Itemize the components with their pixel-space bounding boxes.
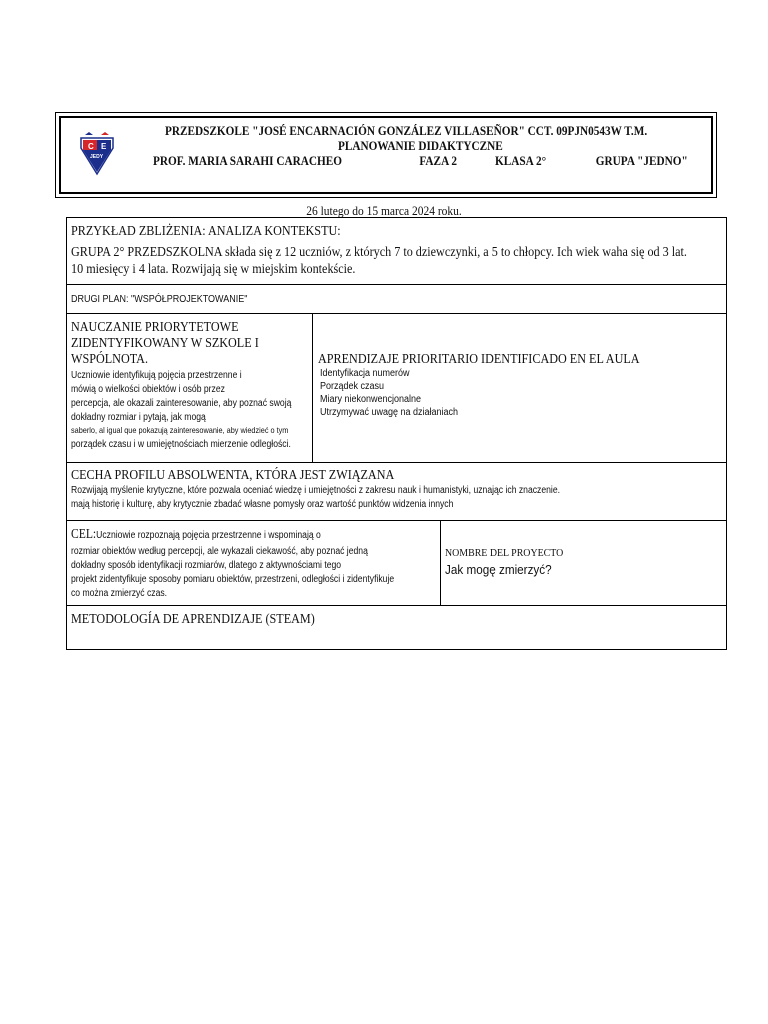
priority-body-small: saberlo, al igual que pokazują zainteresowanie, aby wiedzieć o tym bbox=[71, 425, 289, 435]
class-grade: KLASA 2° bbox=[495, 154, 547, 168]
priority-title-line-3: WSPÓLNOTA. bbox=[71, 351, 148, 366]
priority-body-line-1: Uczniowie identyfikują pojęcia przestrzenne i bbox=[71, 370, 242, 381]
goal-line-5: co można zmierzyć czas. bbox=[71, 588, 168, 599]
aula-item-4 bbox=[320, 406, 458, 419]
group-name: GRUPA "JEDNO" bbox=[595, 154, 688, 168]
teacher-name: PROF. MARIA SARAHI CARACHEO bbox=[153, 154, 342, 168]
svg-text:E: E bbox=[101, 142, 107, 151]
goal-line-3: dokładny sposób identyfikacji rozmiarów, dlatego z aktywnościami tego bbox=[71, 560, 342, 571]
priority-body-last: porządek czasu i w umiejętnościach mierzenie odległości. bbox=[71, 439, 291, 450]
document-title: PLANOWANIE DIDAKTYCZNE bbox=[338, 139, 503, 153]
header-box bbox=[55, 112, 717, 198]
priority-title-line-1: NAUCZANIE PRIORYTETOWE bbox=[71, 319, 239, 334]
priority-body-line-2: mówią o wielkości obiektów i osób przez bbox=[71, 384, 225, 395]
goal-first-line bbox=[71, 525, 321, 543]
project-name-label: NOMBRE DEL PROYECTO bbox=[445, 547, 564, 559]
priority-title-line-2: ZIDENTYFIKOWANY W SZKOLE I bbox=[71, 335, 259, 350]
context-row bbox=[67, 218, 726, 285]
context-title: PRZYKŁAD ZBLIŻENIA: ANALIZA KONTEKSTU: bbox=[71, 223, 341, 238]
second-plan-label: DRUGI PLAN: "WSPÓŁPROJEKTOWANIE" bbox=[71, 294, 248, 305]
aula-item-label: Identyfikacja numerów bbox=[320, 368, 410, 379]
column-divider bbox=[312, 314, 313, 462]
planning-table bbox=[66, 217, 727, 650]
profile-line-2: mają historię i kulturę, aby krytycznie zbadać własne pomysły oraz wartość punktów widzenia innych bbox=[71, 499, 454, 510]
aula-item-label: Miary niekonwencjonalne bbox=[320, 394, 422, 405]
svg-text:JEDY: JEDY bbox=[90, 154, 104, 160]
svg-text:C: C bbox=[88, 142, 94, 151]
methodology-row bbox=[67, 606, 726, 649]
aula-priority-title: APRENDIZAJE PRIORITARIO IDENTIFICADO EN EL AULA bbox=[318, 351, 640, 366]
teacher-info-line bbox=[153, 154, 688, 169]
priority-learning-row bbox=[67, 314, 726, 463]
school-logo-icon bbox=[79, 130, 115, 176]
goal-line-4: projekt zidentyfikuje sposoby pomiaru obiektów, przestrzeni, odległości i zidentyfikuje bbox=[71, 574, 395, 585]
project-name-value: Jak mogę zmierzyć? bbox=[445, 562, 552, 577]
goal-label: CEL: bbox=[71, 526, 97, 541]
profile-title: CECHA PROFILU ABSOLWENTA, KTÓRA JEST ZWIĄZANA bbox=[71, 467, 395, 482]
second-plan-row bbox=[67, 285, 726, 314]
priority-body-line-4: dokładny rozmiar i pytają, jak mogą bbox=[71, 412, 206, 423]
goal-line-2: rozmiar obiektów według percepcji, ale wykazali ciekawość, aby poznać jedną bbox=[71, 546, 368, 557]
column-divider bbox=[440, 521, 441, 605]
phase: FAZA 2 bbox=[419, 154, 458, 168]
aula-item-3 bbox=[320, 393, 421, 406]
profile-line-1: Rozwijają myślenie krytyczne, które pozwala oceniać wiedzę i umiejętności z zakresu nauk i humanistyki, uznając ich znaczenie. bbox=[71, 485, 560, 496]
goal-row bbox=[67, 521, 726, 606]
aula-item-2 bbox=[320, 380, 384, 393]
school-name: PRZEDSZKOLE "JOSÉ ENCARNACIÓN GONZÁLEZ VILLASEÑOR" CCT. 09PJN0543W T.M. bbox=[165, 124, 648, 138]
priority-body-line-3: percepcja, ale okazali zainteresowanie, aby poznać swoją bbox=[71, 398, 292, 409]
aula-item-label: Utrzymywać uwagę na działaniach bbox=[320, 407, 459, 418]
methodology-title: METODOLOGÍA DE APRENDIZAJE (STEAM) bbox=[71, 611, 315, 626]
date-range: 26 lutego do 15 marca 2024 roku. bbox=[306, 204, 462, 218]
aula-item-1 bbox=[320, 367, 410, 380]
goal-text-first: Uczniowie rozpoznają pojęcia przestrzenne i wspominają o bbox=[96, 530, 321, 541]
context-line-2: 10 miesięcy i 4 lata. Rozwijają się w miejskim kontekście. bbox=[71, 261, 356, 276]
aula-item-label: Porządek czasu bbox=[320, 381, 385, 392]
header-inner-frame bbox=[59, 116, 713, 194]
context-line-1: GRUPA 2° PRZEDSZKOLNA składa się z 12 uczniów, z których 7 to dziewczynki, a 5 to chłopcy. Ich wiek waha się od 3 lat. bbox=[71, 244, 687, 259]
graduate-profile-row bbox=[67, 463, 726, 521]
